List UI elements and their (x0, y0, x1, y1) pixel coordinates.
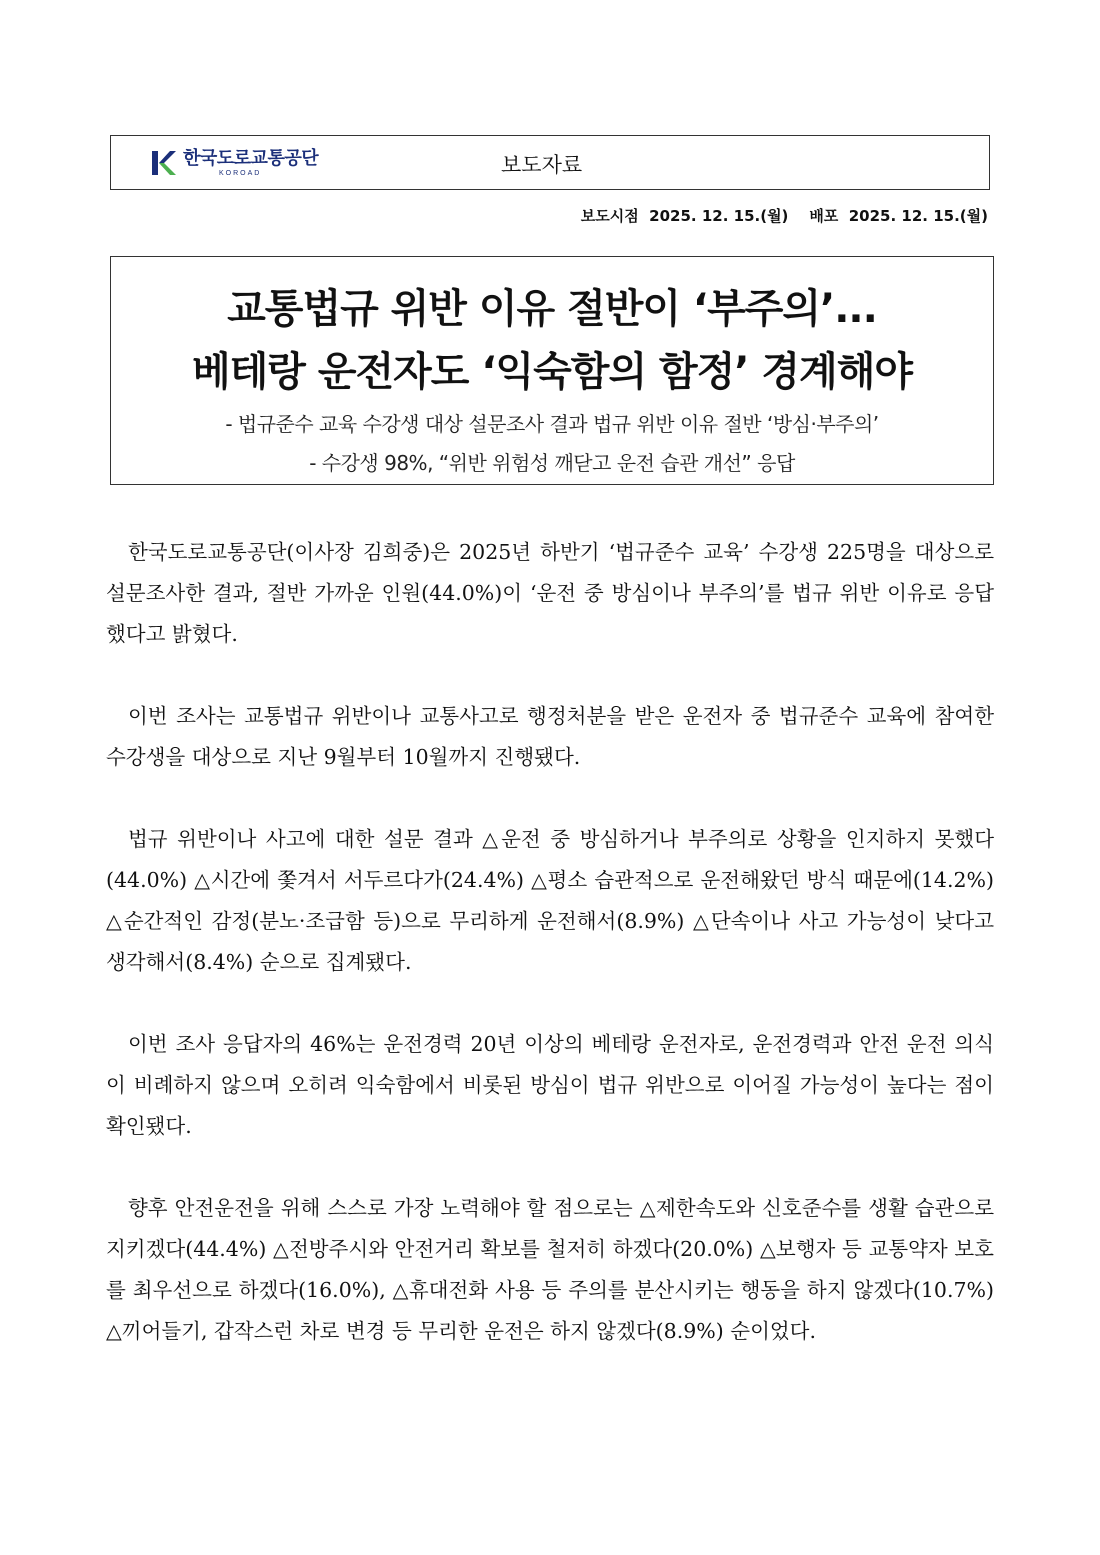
subheadline-2: - 수강생 98%, “위반 위험성 깨닫고 운전 습관 개선” 응답 (309, 451, 795, 475)
headline-line-2: 베테랑 운전자도 ‘익숙함의 함정’ 경계해야 (192, 349, 912, 395)
koroad-logo (151, 148, 318, 178)
body-paragraph: 이번 조사는 교통법규 위반이나 교통사고로 행정처분을 받은 운전자 중 법규준수 교육에 참여한 수강생을 대상으로 지난 9월부터 10월까지 진행됐다. (106, 704, 994, 769)
release-dates (110, 205, 988, 226)
logo-text: 한국도로교통공단 (183, 147, 319, 169)
title-box (110, 256, 994, 485)
koroad-logo-icon (151, 149, 177, 177)
body-paragraph: 향후 안전운전을 위해 스스로 가장 노력해야 할 점으로는 △제한속도와 신호준수를 생활 습관으로 지키겠다(44.4%) △전방주시와 안전거리 확보를 철저히 하겠다(20.0%) △보행자 등 교통약자 보호를 최우선으로 하겠다(16.0%), △휴대전화 사용 등 주의를 분산시키는 행동을 하지 않겠다(10.7%) △끼어들기, 갑작스런 차로 변경 등 무리한 운전은 하지 않겠다(8.9%) 순이었다. (106, 1196, 994, 1343)
headline-line-1: 교통법규 위반 이유 절반이 ‘부주의’... (227, 286, 877, 332)
body-paragraph: 이번 조사 응답자의 46%는 운전경력 20년 이상의 베테랑 운전자로, 운전경력과 안전 운전 의식이 비례하지 않으며 오히려 익숙함에서 비롯된 방심이 법규 위반으로 이어질 가능성이 높다는 점이 확인됐다. (106, 1032, 994, 1138)
distribution-label: 배포 (809, 207, 839, 225)
document-type: 보도자료 (501, 153, 583, 177)
release-date: 2025. 12. 15.(월) (649, 207, 789, 225)
press-release-header (110, 135, 990, 190)
release-label: 보도시점 (580, 207, 639, 225)
subheadline-1: - 법규준수 교육 수강생 대상 설문조사 결과 법규 위반 이유 절반 ‘방심·부주의’ (225, 412, 879, 436)
body-paragraph: 법규 위반이나 사고에 대한 설문 결과 △운전 중 방심하거나 부주의로 상황을 인지하지 못했다(44.0%) △시간에 쫓겨서 서두르다가(24.4%) △평소 습관적으로 운전해왔던 방식 때문에(14.2%) △순간적인 감정(분노·조급함 등)으로 무리하게 운전해서(8.9%) △단속이나 사고 가능성이 낮다고 생각해서(8.4%) 순으로 집계됐다. (106, 827, 994, 974)
logo-subtext: KOROAD (219, 169, 262, 177)
body-paragraph: 한국도로교통공단(이사장 김희중)은 2025년 하반기 ‘법규준수 교육’ 수강생 225명을 대상으로 설문조사한 결과, 절반 가까운 인원(44.0%)이 ‘운전 중 방심이나 부주의’를 법규 위반 이유로 응답했다고 밝혔다. (106, 540, 994, 646)
article-body (106, 532, 994, 1393)
distribution-date: 2025. 12. 15.(월) (848, 207, 988, 225)
